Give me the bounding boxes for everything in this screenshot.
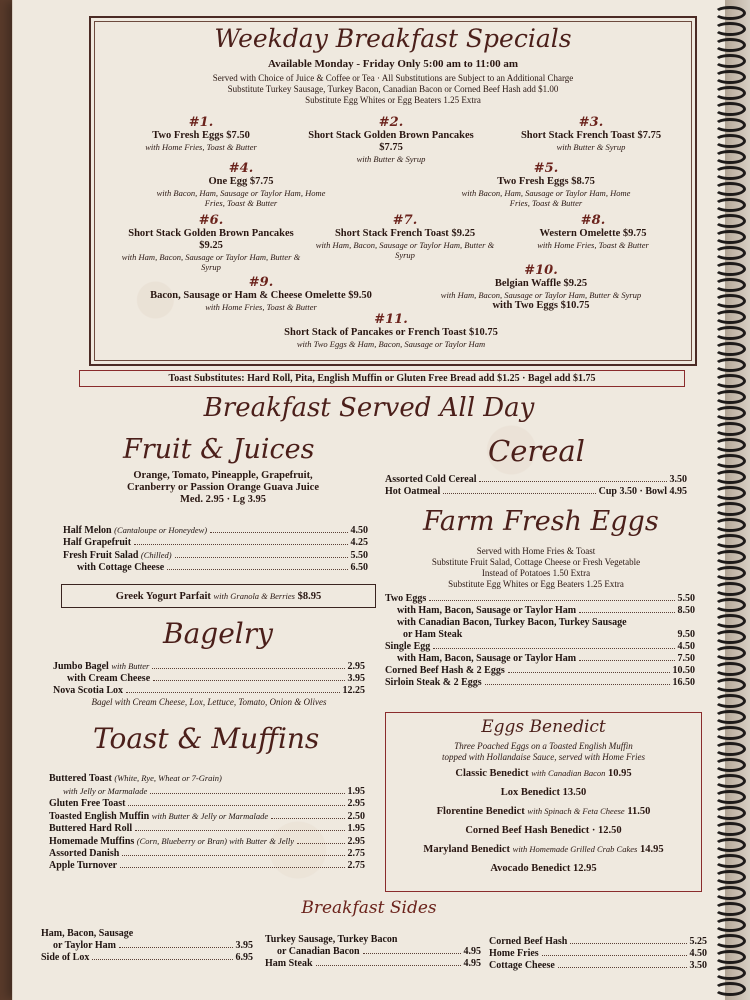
list-item: with Ham, Bacon, Sausage or Taylor Ham 7.50 (397, 653, 695, 664)
special-price: $7.75 (379, 142, 403, 153)
spiral-coil (714, 438, 746, 452)
list-item: Assorted Danish 2.75 (49, 848, 365, 859)
special-price: $7.75 (249, 176, 274, 187)
spiral-coil (714, 246, 746, 260)
special-price: $8.75 (571, 176, 595, 187)
list-item: Turkey Sausage, Turkey Bacon (265, 934, 398, 945)
special-name: Short Stack of Pancakes or French Toast (284, 327, 467, 338)
special-name: Two Fresh Eggs (497, 176, 569, 187)
spiral-coil (714, 230, 746, 244)
special-11 (241, 313, 541, 349)
special-name: Short Stack Golden Brown Pancakes (128, 228, 294, 239)
spiral-coil (714, 790, 746, 804)
spiral-binding (714, 0, 746, 1000)
special-desc: with Ham, Bacon, Sausage or Taylor Ham, Butter & Syrup (121, 252, 301, 272)
spiral-coil (714, 566, 746, 580)
spiral-coil (714, 150, 746, 164)
all-day-title: Breakfast Served All Day (203, 393, 535, 423)
list-item: Maryland Benedict with Homemade Grilled Crab Cakes 14.95 (423, 844, 664, 855)
list-item: Half Melon (Cantaloupe or Honeydew) 4.50 (63, 525, 368, 536)
special-desc: with Home Fries, Toast & Butter (145, 142, 257, 152)
bagelry-items (53, 660, 365, 708)
special-price: $9.50 (348, 290, 372, 301)
list-item: with Canadian Bacon, Turkey Bacon, Turkey Sausage (397, 617, 627, 628)
special-8 (503, 214, 683, 250)
list-item: Homemade Muffins (Corn, Blueberry or Bran) with Butter & Jelly 2.95 (49, 836, 365, 847)
special-price: $10.75 (468, 327, 498, 338)
special-number: #8. (580, 213, 606, 228)
juice-sizes: Med. 2.95 · Lg 3.95 (179, 494, 267, 505)
specials-note-2: Substitute Turkey Sausage, Turkey Bacon, Canadian Bacon or Corned Beef Hash add $1.00 (227, 84, 559, 94)
list-item: Classic Benedict with Canadian Bacon 10.95 (455, 768, 632, 779)
spiral-coil (714, 678, 746, 692)
spiral-coil (714, 262, 746, 276)
list-item: Lox Benedict 13.50 (500, 787, 587, 798)
special-desc: with Ham, Bacon, Sausage or Taylor Ham, Butter & Syrup (440, 290, 642, 300)
list-item: Nova Scotia Lox 12.25 (53, 685, 365, 696)
list-item: Ham, Bacon, Sausage (41, 928, 134, 939)
special-4 (151, 162, 331, 208)
spiral-coil (714, 70, 746, 84)
eggs-note: Substitute Egg Whites or Egg Beaters 1.25 Extra (448, 579, 624, 589)
greek-yogurt-price: $8.95 (297, 591, 322, 602)
benedict-desc: Three Poached Eggs on a Toasted English Muffin (454, 741, 633, 751)
list-item: with Ham, Bacon, Sausage or Taylor Ham 8.50 (397, 605, 695, 616)
spiral-coil (714, 646, 746, 660)
eggs-benedict-box (385, 712, 702, 892)
special-7 (315, 214, 495, 260)
spiral-coil (714, 390, 746, 404)
eggs-notes (385, 546, 687, 590)
spiral-coil (714, 838, 746, 852)
special-number: #6. (198, 213, 224, 228)
spiral-coil (714, 822, 746, 836)
special-name: Bacon, Sausage or Ham & Cheese Omelette (150, 290, 346, 301)
spiral-coil (714, 342, 746, 356)
spiral-coil (714, 694, 746, 708)
spiral-coil (714, 22, 746, 36)
special-number: #2. (378, 115, 404, 130)
spiral-coil (714, 614, 746, 628)
spiral-coil (714, 358, 746, 372)
sides-col-3 (489, 936, 707, 972)
list-item: Apple Turnover 2.75 (49, 860, 365, 871)
list-item: Side of Lox 6.95 (41, 952, 253, 963)
special-9 (131, 276, 391, 312)
special-10 (406, 264, 676, 312)
eggs-note: Instead of Potatoes 1.50 Extra (481, 568, 591, 578)
lox-note: Bagel with Cream Cheese, Lox, Lettuce, Tomato, Onion & Olives (91, 697, 327, 707)
list-item: Sirloin Steak & 2 Eggs 16.50 (385, 677, 695, 688)
spiral-coil (714, 982, 746, 996)
fruit-title: Fruit & Juices (123, 434, 315, 465)
spiral-coil (714, 582, 746, 596)
cereal-items (385, 474, 687, 498)
spiral-coil (714, 374, 746, 388)
spiral-coil (714, 662, 746, 676)
spiral-coil (714, 918, 746, 932)
special-name: Short Stack French Toast (520, 130, 635, 141)
spiral-coil (714, 902, 746, 916)
special-number: #4. (228, 161, 254, 176)
bagelry-title: Bagelry (163, 617, 273, 650)
sides-col-1 (41, 928, 253, 964)
spiral-coil (714, 38, 746, 52)
spiral-coil (714, 854, 746, 868)
list-item: with Cream Cheese 3.95 (67, 673, 365, 684)
special-desc: with Home Fries, Toast & Butter (537, 240, 649, 250)
spiral-coil (714, 486, 746, 500)
spiral-coil (714, 326, 746, 340)
list-item: Corned Beef Hash Benedict · 12.50 (465, 825, 622, 836)
special-name: One Egg (208, 176, 248, 187)
cereal-title: Cereal (488, 434, 585, 468)
special-number: #11. (374, 312, 408, 327)
juice-line-1: Orange, Tomato, Pineapple, Grapefruit, (133, 470, 313, 481)
special-desc: with Two Eggs & Ham, Bacon, Sausage or Taylor Ham (296, 339, 486, 349)
spiral-coil (714, 950, 746, 964)
list-item: Buttered Hard Roll 1.95 (49, 823, 365, 834)
special-6 (111, 214, 311, 272)
spiral-coil (714, 550, 746, 564)
special-price: $9.25 (563, 278, 588, 289)
spiral-coil (714, 86, 746, 100)
special-name: Short Stack Golden Brown Pancakes (308, 130, 474, 141)
list-item: or Ham Steak 9.50 (403, 629, 695, 640)
eggs-note: Substitute Fruit Salad, Cottage Cheese or Fresh Vegetable (431, 557, 641, 567)
list-item: Buttered Toast (White, Rye, Wheat or 7-Grain) (49, 773, 222, 784)
weekday-title: Weekday Breakfast Specials (214, 24, 572, 53)
special-number: #1. (188, 115, 214, 130)
spiral-coil (714, 278, 746, 292)
special-desc: with Butter & Syrup (356, 154, 426, 164)
list-item: Fresh Fruit Salad (Chilled) 5.50 (63, 550, 368, 561)
list-item: Corned Beef Hash & 2 Eggs 10.50 (385, 665, 695, 676)
list-item: Jumbo Bagel with Butter 2.95 (53, 661, 365, 672)
spiral-coil (714, 294, 746, 308)
spiral-coil (714, 534, 746, 548)
greek-yogurt-name: Greek Yogurt Parfait (115, 591, 211, 602)
special-desc: with Bacon, Ham, Sausage or Taylor Ham, Home Fries, Toast & Butter (461, 188, 631, 208)
juice-line-2: Cranberry or Passion Orange Guava Juice (126, 482, 319, 493)
list-item: Cottage Cheese 3.50 (489, 960, 707, 971)
toast-substitutes-text: Toast Substitutes: Hard Roll, Pita, English Muffin or Gluten Free Bread add $1.25 · Bagel add $1.75 (168, 373, 596, 384)
spiral-coil (714, 54, 746, 68)
spiral-coil (714, 198, 746, 212)
special-price: $9.25 (199, 240, 223, 251)
list-item: Toasted English Muffin with Butter & Jelly or Marmalade 2.50 (49, 811, 365, 822)
special-price: $7.75 (637, 130, 662, 141)
list-item: or Taylor Ham 3.95 (53, 940, 253, 951)
weekday-specials-frame (89, 16, 697, 366)
spiral-coil (714, 422, 746, 436)
greek-yogurt-box (61, 584, 376, 608)
special-number: #5. (533, 161, 559, 176)
spiral-coil (714, 118, 746, 132)
spiral-coil (714, 630, 746, 644)
spiral-coil (714, 310, 746, 324)
special-name: Short Stack French Toast (334, 228, 449, 239)
spiral-coil (714, 598, 746, 612)
availability-text: Available Monday - Friday Only 5:00 am to 11:00 am (267, 58, 519, 70)
list-item: Corned Beef Hash 5.25 (489, 936, 707, 947)
specials-note-3: Substitute Egg Whites or Egg Beaters 1.25 Extra (305, 95, 481, 105)
eggs-title: Farm Fresh Eggs (423, 506, 659, 537)
spiral-coil (714, 742, 746, 756)
spiral-coil (714, 102, 746, 116)
sides-title: Breakfast Sides (301, 898, 437, 918)
spiral-coil (714, 470, 746, 484)
list-item: Ham Steak 4.95 (265, 958, 481, 969)
spiral-coil (714, 870, 746, 884)
benedict-items (386, 764, 701, 878)
special-number: #9. (248, 275, 274, 290)
toast-title: Toast & Muffins (93, 722, 320, 755)
special-extra: with Two Eggs $10.75 (492, 300, 590, 311)
spiral-coil (714, 934, 746, 948)
spiral-coil (714, 406, 746, 420)
spiral-coil (714, 214, 746, 228)
special-desc: with Bacon, Ham, Sausage or Taylor Ham, Home Fries, Toast & Butter (156, 188, 326, 208)
spiral-coil (714, 518, 746, 532)
list-item: Florentine Benedict with Spinach & Feta Cheese 11.50 (436, 806, 651, 817)
spiral-coil (714, 182, 746, 196)
special-number: #7. (392, 213, 418, 228)
special-desc: with Home Fries, Toast & Butter (205, 302, 317, 312)
special-5 (461, 162, 631, 208)
juice-list (73, 470, 373, 506)
benedict-title: Eggs Benedict (481, 717, 606, 737)
list-item: with Cottage Cheese 6.50 (77, 562, 368, 573)
list-item: Single Egg 4.50 (385, 641, 695, 652)
benedict-desc: topped with Hollandaise Sauce, served with Home Fries (442, 752, 645, 762)
spiral-coil (714, 726, 746, 740)
list-item: Hot Oatmeal Cup 3.50 · Bowl 4.95 (385, 486, 687, 497)
special-desc: with Ham, Bacon, Sausage or Taylor Ham, Butter & Syrup (315, 240, 495, 260)
list-item: Home Fries 4.50 (489, 948, 707, 959)
eggs-note: Served with Home Fries & Toast (476, 546, 596, 556)
toast-items (49, 772, 365, 872)
spiral-coil (714, 134, 746, 148)
list-item: Assorted Cold Cereal 3.50 (385, 474, 687, 485)
special-3 (496, 116, 686, 152)
list-item: with Jelly or Marmalade 1.95 (63, 786, 365, 797)
special-desc: with Butter & Syrup (556, 142, 626, 152)
special-number: #10. (524, 263, 558, 278)
spiral-coil (714, 758, 746, 772)
special-name: Belgian Waffle (494, 278, 561, 289)
spiral-coil (714, 710, 746, 724)
spiral-coil (714, 502, 746, 516)
menu-page (12, 0, 725, 1000)
spiral-coil (714, 6, 746, 20)
special-price: $7.50 (226, 130, 250, 141)
spiral-coil (714, 774, 746, 788)
spiral-coil (714, 454, 746, 468)
list-item: Two Eggs 5.50 (385, 593, 695, 604)
special-1 (121, 116, 281, 152)
special-name: Two Fresh Eggs (152, 130, 224, 141)
special-name: Western Omelette (539, 228, 621, 239)
spiral-coil (714, 886, 746, 900)
spiral-coil (714, 966, 746, 980)
list-item: Gluten Free Toast 2.95 (49, 798, 365, 809)
list-item: or Canadian Bacon 4.95 (277, 946, 481, 957)
special-price: $9.75 (622, 228, 647, 239)
sides-col-2 (265, 934, 481, 970)
special-price: $9.25 (451, 228, 476, 239)
fruit-items (63, 524, 368, 574)
toast-substitutes-bar (79, 370, 685, 387)
list-item: Avocado Benedict 12.95 (490, 863, 597, 874)
eggs-items (385, 593, 695, 689)
special-number: #3. (578, 115, 604, 130)
greek-yogurt-note: with Granola & Berries (213, 591, 295, 601)
spiral-coil (714, 806, 746, 820)
specials-note-1: Served with Choice of Juice & Coffee or Tea · All Substitutions are Subject to an Additional Charge (212, 73, 574, 83)
list-item: Half Grapefruit 4.25 (63, 537, 368, 548)
special-2 (291, 116, 491, 164)
spiral-coil (714, 166, 746, 180)
